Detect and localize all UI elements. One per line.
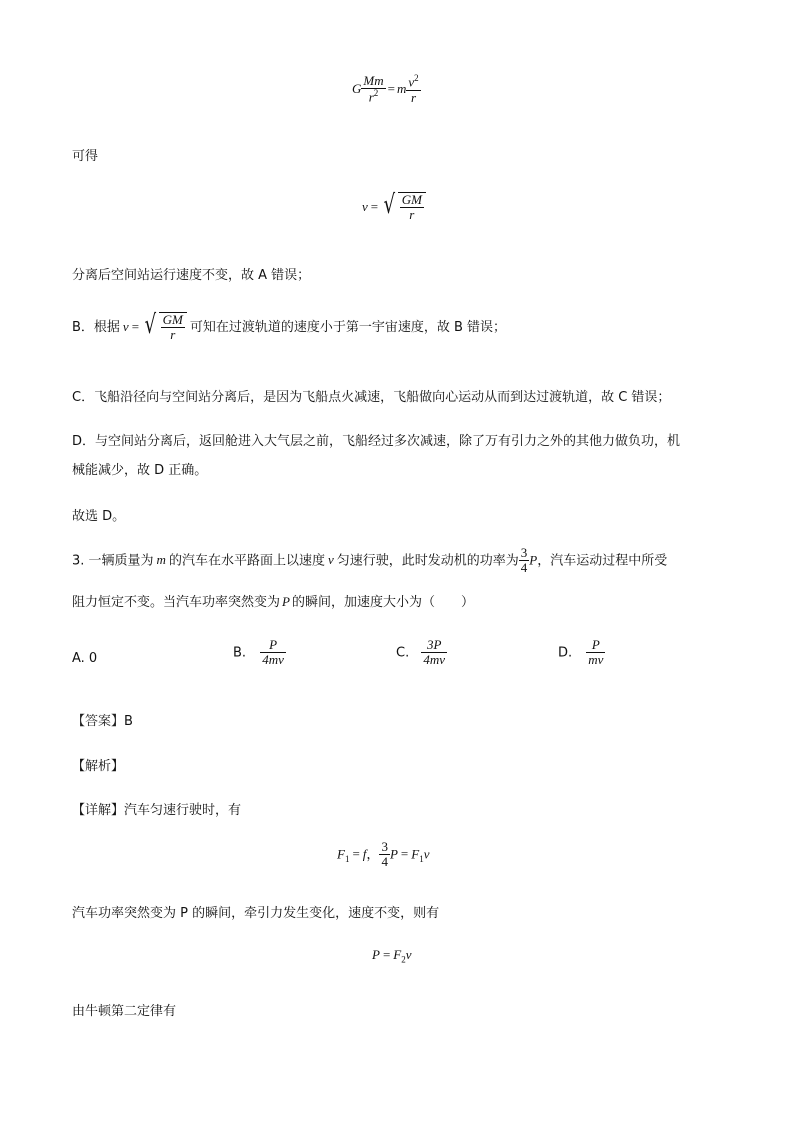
- question-3-line2: 阻力恒定不变。当汽车功率突然变为 P 的瞬间，加速度大小为（ ）: [72, 594, 474, 610]
- text-option-b-analysis: B．根据 v = √ $\frac{GM}{r}$ 可知在过渡轨道的速度小于第一宇宙速度，故 B 错误；: [72, 310, 507, 343]
- question-3-line1: 3. 一辆质量为 m 的汽车在水平路面上以速度 v 匀速行驶，此时发动机的功率为 $\frac{3}{4}$ P，汽车运动过程中所受: [72, 545, 668, 576]
- text-option-a-analysis: 分离后空间站运行速度不变，故 A 错误；: [72, 268, 311, 283]
- text-power-change: 汽车功率突然变为 P 的瞬间，牵引力发生变化，速度不变，则有: [72, 906, 440, 921]
- answer-line: 【答案】B: [72, 714, 133, 729]
- analysis-heading: 【解析】: [72, 759, 125, 774]
- formula-uniform-motion: $F_1 = f$， $\frac{3}{4}$ $P = F_1v$: [337, 839, 430, 870]
- text-choose-d: 故选 D。: [72, 509, 126, 524]
- option-b[interactable]: B. $\frac{P}{4mv}$: [233, 637, 284, 668]
- fraction-v2-over-r: $\frac{v^2}{r}$: [408, 73, 419, 105]
- sqrt-gm-over-r: √ $\frac{GM}{r}$: [381, 192, 426, 223]
- formula-power-new: $P = F_2v$: [372, 947, 412, 965]
- fraction-mm-over-r2: $\frac{Mm}{r^2}$: [363, 73, 384, 105]
- option-c[interactable]: C. $\frac{3P}{4mv}$: [396, 637, 446, 668]
- text-option-c-analysis: C．飞船沿径向与空间站分离后，是因为飞船点火减速，飞船做向心运动从而到达过渡轨道，故 C 错误；: [72, 390, 671, 405]
- fraction-three-quarters: $\frac{3}{4}$: [520, 545, 528, 576]
- text-kede: 可得: [72, 149, 99, 164]
- detail-line: 【详解】汽车匀速行驶时，有: [72, 803, 242, 818]
- text-option-d-analysis-line1: D．与空间站分离后，返回舱进入大气层之前，飞船经过多次减速，除了万有引力之外的其他力做负功，机: [72, 434, 681, 449]
- text-option-d-analysis-line2: 械能减少，故 D 正确。: [72, 463, 208, 478]
- symbol-G: G: [352, 80, 362, 96]
- option-d[interactable]: D. $\frac{P}{mv}$: [558, 637, 604, 668]
- option-a[interactable]: A. 0: [72, 651, 98, 666]
- formula-gravitation: G $\frac{Mm}{r^2}$ = m $\frac{v^2}{r}$: [352, 73, 419, 105]
- text-newton-second-law: 由牛顿第二定律有: [72, 1004, 177, 1019]
- formula-orbital-speed: v = √ $\frac{GM}{r}$: [362, 192, 426, 223]
